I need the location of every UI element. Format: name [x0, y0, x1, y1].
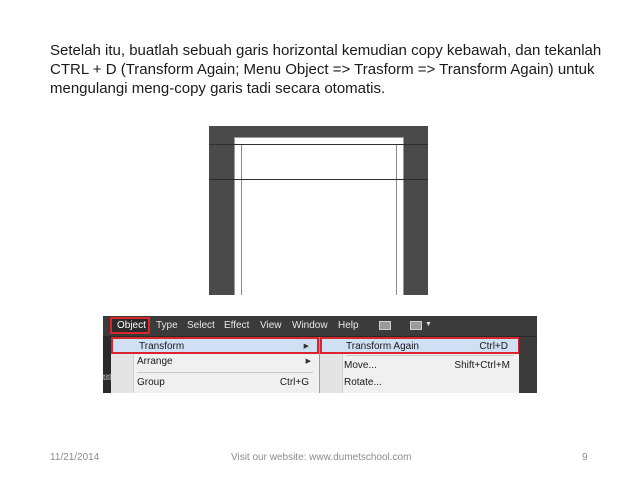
panel-stub-text: titl [103, 373, 111, 382]
panel-stub-right [519, 337, 537, 393]
artboard-screenshot [209, 126, 428, 295]
menu-item-rotate[interactable] [320, 375, 520, 392]
menu-item-arrange[interactable] [111, 354, 319, 371]
object-menu [111, 337, 320, 393]
menubar-item-view[interactable]: View [260, 320, 282, 331]
footer-website: Visit our website: www.dumetschool.com [231, 452, 412, 463]
menu-item-shortcut: Ctrl+D [479, 341, 508, 352]
menu-item-move[interactable] [320, 358, 520, 375]
menu-item-label: Move... [344, 360, 377, 371]
menu-item-label: Transform Again [346, 341, 419, 352]
submenu-arrow-icon: ▶ [305, 358, 311, 365]
menu-item-shortcut: Shift+Ctrl+M [454, 360, 510, 371]
menu-item-group[interactable] [111, 375, 319, 392]
menu-item-label: Arrange [137, 356, 173, 367]
menubar [103, 316, 537, 337]
menubar-item-help[interactable]: Help [338, 320, 359, 331]
menu-screenshot [103, 316, 537, 393]
transform-submenu [319, 337, 520, 393]
menu-item-label: Rotate... [344, 377, 382, 388]
artboard-margin-guide [241, 144, 397, 295]
menu-item-transform[interactable] [111, 337, 319, 354]
menubar-item-window[interactable]: Window [292, 320, 328, 331]
menubar-item-object[interactable]: Object [117, 320, 146, 331]
bridge-icon[interactable] [379, 321, 391, 330]
submenu-arrow-icon: ▶ [303, 343, 309, 350]
menu-item-transform-again[interactable] [320, 337, 520, 354]
menu-item-label: Group [137, 377, 165, 388]
menubar-item-type[interactable]: Type [156, 320, 178, 331]
horizontal-line-copy [209, 179, 428, 180]
footer-date: 11/21/2014 [50, 452, 100, 463]
menubar-object-highlighted[interactable] [110, 317, 150, 334]
menu-item-label: Transform [139, 341, 185, 352]
panel-stub [103, 337, 111, 393]
horizontal-line [209, 144, 428, 145]
page-number: 9 [582, 452, 588, 463]
chevron-down-icon[interactable]: ▼ [425, 321, 432, 328]
menubar-item-effect[interactable]: Effect [224, 320, 250, 331]
menu-separator [346, 355, 514, 356]
slide-body-text: Setelah itu, buatlah sebuah garis horizontal kemudian copy kebawah, dan tekanlah CTRL + D (Transform Again; Menu Object => Trasform => Transform Again) untuk mengulangi meng-copy garis tadi secara otomatis. [50, 42, 602, 97]
menu-item-shortcut: Ctrl+G [279, 377, 309, 388]
menu-separator [137, 372, 313, 373]
arrange-documents-icon[interactable] [410, 321, 422, 330]
menubar-item-select[interactable]: Select [187, 320, 215, 331]
